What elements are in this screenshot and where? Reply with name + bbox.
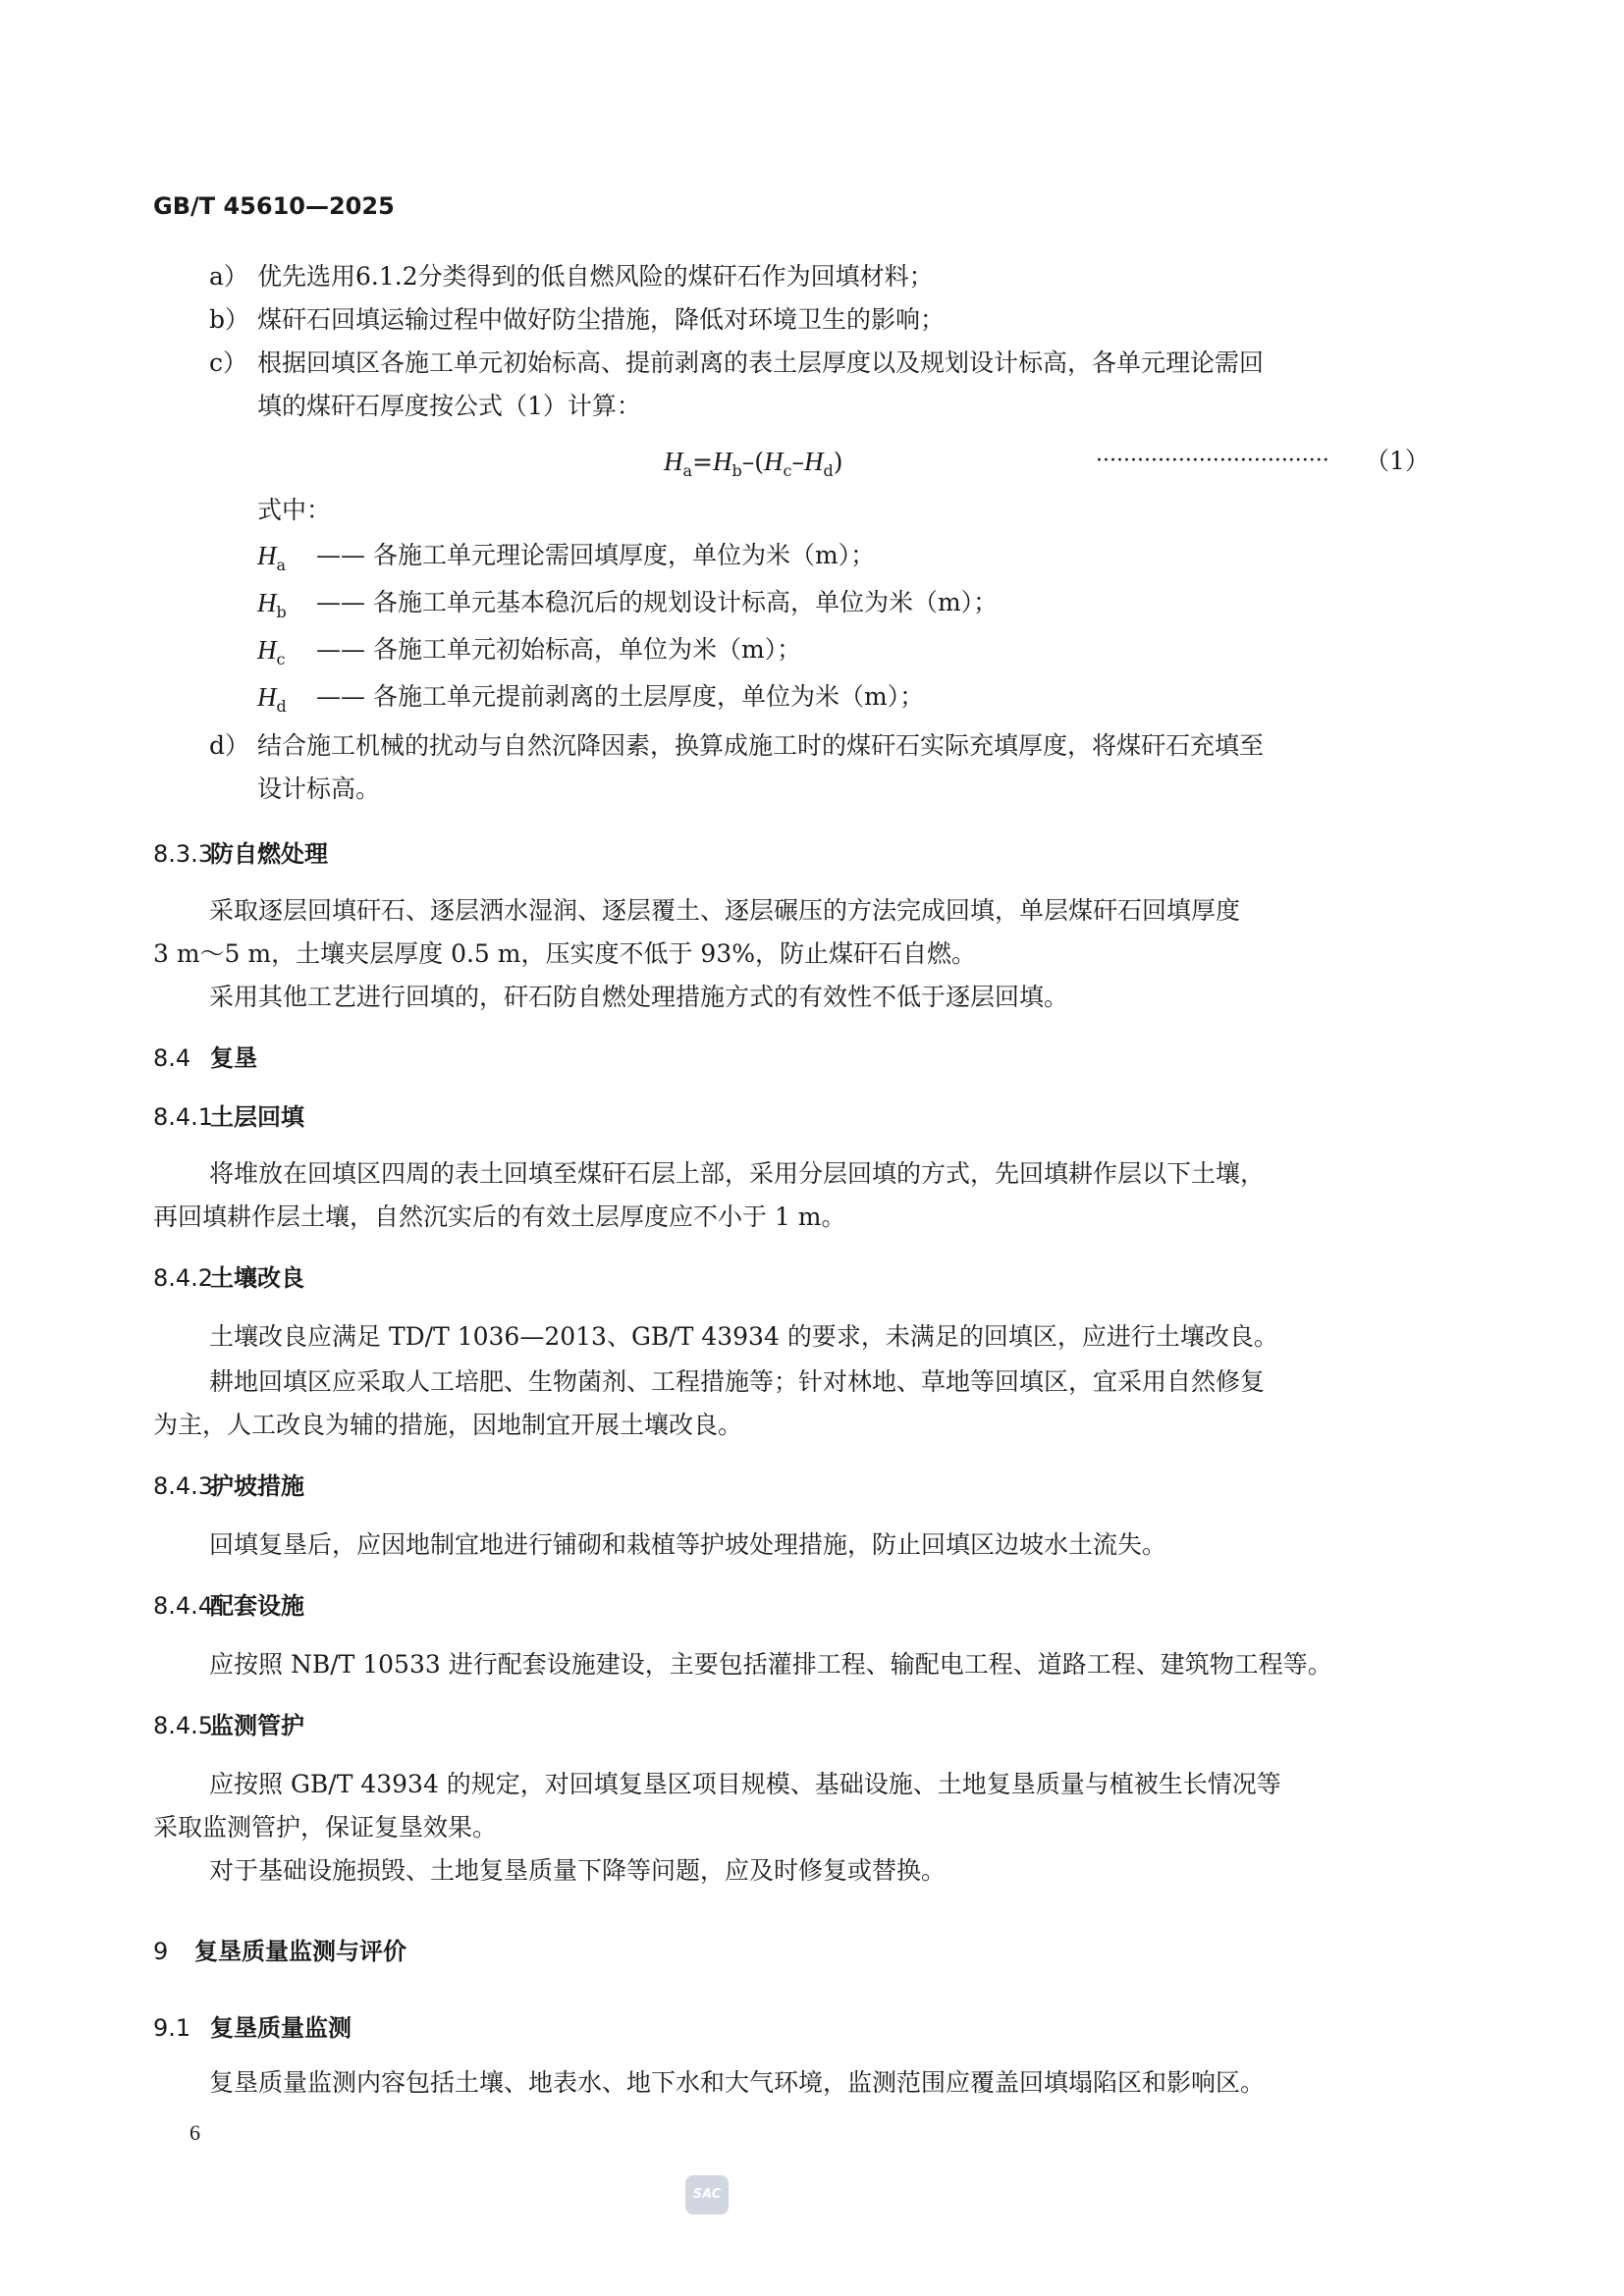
paragraph-line: 为主，人工改良为辅的措施，因地制宜开展土壤改良。 bbox=[153, 1411, 743, 1439]
section-heading-8-4-1 bbox=[153, 1097, 304, 1132]
formula-leader-dots: ·································· bbox=[1096, 449, 1329, 473]
paragraph-line: 采取逐层回填矸石、逐层洒水湿润、逐层覆土、逐层碾压的方法完成回填，单层煤矸石回填厚度 bbox=[209, 896, 1241, 925]
section-title: 复垦 bbox=[210, 1044, 257, 1072]
formula-minus: – bbox=[791, 448, 804, 476]
formula-equals: = bbox=[692, 448, 713, 476]
section-heading-8-3-3 bbox=[153, 834, 328, 869]
where-symbol: H bbox=[257, 635, 277, 665]
formula-sub-c: c bbox=[783, 461, 792, 480]
sac-logo-text: SAC bbox=[692, 2187, 722, 2202]
paragraph-line: 回填复垦后，应因地制宜地进行铺砌和栽植等护坡处理措施，防止回填区边坡水土流失。 bbox=[209, 1530, 1167, 1559]
paragraph-line: 采用其他工艺进行回填的，矸石防自燃处理措施方式的有效性不低于逐层回填。 bbox=[209, 983, 1069, 1011]
where-label: 式中： bbox=[257, 496, 332, 524]
paragraph-line: 应按照 NB/T 10533 进行配套设施建设，主要包括灌排工程、输配电工程、道路工程、建筑物工程等。 bbox=[209, 1650, 1332, 1679]
paragraph-line: 将堆放在回填区四周的表土回填至煤矸石层上部，采用分层回填的方式，先回填耕作层以下土壤， bbox=[209, 1159, 1266, 1188]
formula-sub-b: b bbox=[731, 461, 742, 480]
section-heading-9-1 bbox=[153, 2008, 352, 2043]
paragraph-line: 土壤改良应满足 TD/T 1036—2013、GB/T 43934 的要求，未满足的回填区，应进行土壤改良。 bbox=[209, 1322, 1278, 1351]
section-number: 8.4.2 bbox=[153, 1264, 214, 1292]
section-number: 8.4.4 bbox=[153, 1592, 214, 1620]
where-subscript: d bbox=[276, 697, 287, 716]
where-desc-ha: —— 各施工单元理论需回填厚度，单位为米（m）； bbox=[316, 541, 876, 569]
paragraph-line: 3 m～5 m，土壤夹层厚度 0.5 m，压实度不低于 93%，防止煤矸石自燃。 bbox=[153, 939, 976, 968]
paragraph-line: 再回填耕作层土壤，自然沉实后的有效土层厚度应不小于 1 m。 bbox=[153, 1202, 846, 1231]
section-heading-9 bbox=[153, 1932, 406, 1966]
where-item-hd bbox=[257, 679, 287, 719]
where-symbol: H bbox=[257, 682, 277, 712]
list-item-b: 煤矸石回填运输过程中做好防尘措施，降低对环境卫生的影响； bbox=[257, 305, 946, 334]
where-subscript: b bbox=[276, 603, 287, 621]
paragraph-line: 采取监测管护，保证复垦效果。 bbox=[153, 1813, 498, 1842]
formula-symbol-hd: H bbox=[803, 447, 824, 476]
paragraph-line: 对于基础设施损毁、土地复垦质量下降等问题，应及时修复或替换。 bbox=[209, 1856, 947, 1885]
formula-sub-a: a bbox=[682, 461, 693, 480]
where-item-hc bbox=[257, 632, 285, 671]
list-item-d-line2: 设计标高。 bbox=[257, 774, 381, 803]
section-number: 9 bbox=[153, 1938, 169, 1965]
document-code: GB/T 45610—2025 bbox=[153, 192, 395, 220]
section-title: 防自燃处理 bbox=[210, 840, 328, 868]
section-title: 土层回填 bbox=[210, 1103, 304, 1131]
list-marker-b: b） bbox=[209, 305, 250, 334]
formula-close: ) bbox=[833, 448, 843, 476]
section-title: 土壤改良 bbox=[210, 1264, 304, 1292]
list-marker-d: d） bbox=[209, 731, 250, 760]
page-number: 6 bbox=[189, 2120, 200, 2145]
where-desc-hb: —— 各施工单元基本稳沉后的规划设计标高，单位为米（m）； bbox=[316, 588, 999, 616]
section-number: 8.4.1 bbox=[153, 1103, 214, 1131]
where-item-ha bbox=[257, 538, 286, 577]
section-heading-8-4-5 bbox=[153, 1706, 304, 1740]
where-desc-hd: —— 各施工单元提前剥离的土层厚度，单位为米（m）； bbox=[316, 682, 925, 711]
list-marker-c: c） bbox=[209, 348, 248, 377]
where-symbol: H bbox=[257, 588, 277, 617]
list-item-d-line1: 结合施工机械的扰动与自然沉降因素，换算成施工时的煤矸石实际充填厚度，将煤矸石充填至 bbox=[257, 731, 1265, 760]
section-number: 8.4 bbox=[153, 1044, 191, 1072]
section-heading-8-4-3 bbox=[153, 1467, 304, 1501]
section-heading-8-4 bbox=[153, 1039, 257, 1073]
section-number: 8.3.3 bbox=[153, 840, 214, 868]
formula-symbol-ha: H bbox=[664, 447, 683, 476]
list-item-a: 优先选用6.1.2分类得到的低自燃风险的煤矸石作为回填材料； bbox=[257, 262, 934, 291]
paragraph-line: 复垦质量监测内容包括土壤、地表水、地下水和大气环境，监测范围应覆盖回填塌陷区和影响区。 bbox=[209, 2068, 1266, 2097]
paragraph-line: 耕地回填区应采取人工培肥、生物菌剂、工程措施等；针对林地、草地等回填区，宜采用自然修复 bbox=[209, 1367, 1266, 1396]
sac-logo bbox=[685, 2175, 729, 2215]
section-number: 8.4.5 bbox=[153, 1712, 214, 1739]
where-subscript: a bbox=[276, 556, 287, 574]
section-title: 监测管护 bbox=[210, 1712, 304, 1739]
section-title: 复垦质量监测与评价 bbox=[194, 1938, 406, 1965]
section-title: 复垦质量监测 bbox=[210, 2014, 352, 2042]
formula-minus-open: –( bbox=[741, 448, 765, 476]
where-item-hb bbox=[257, 585, 287, 624]
section-heading-8-4-2 bbox=[153, 1258, 304, 1293]
section-title: 护坡措施 bbox=[210, 1472, 304, 1500]
section-number: 8.4.3 bbox=[153, 1472, 214, 1500]
formula-1 bbox=[664, 444, 843, 483]
where-symbol: H bbox=[257, 541, 277, 570]
formula-number: （1） bbox=[1365, 447, 1430, 475]
list-item-c-line1: 根据回填区各施工单元初始标高、提前剥离的表土层厚度以及规划设计标高，各单元理论需回 bbox=[257, 348, 1265, 377]
where-subscript: c bbox=[276, 650, 286, 668]
formula-symbol-hb: H bbox=[713, 447, 732, 476]
paragraph-line: 应按照 GB/T 43934 的规定，对回填复垦区项目规模、基础设施、土地复垦质量与植被生长情况等 bbox=[209, 1770, 1281, 1798]
list-marker-a: a） bbox=[209, 262, 248, 291]
where-desc-hc: —— 各施工单元初始标高，单位为米（m）； bbox=[316, 635, 802, 664]
section-heading-8-4-4 bbox=[153, 1586, 304, 1621]
section-title: 配套设施 bbox=[210, 1592, 304, 1620]
section-number: 9.1 bbox=[153, 2014, 191, 2042]
formula-sub-d: d bbox=[823, 461, 834, 480]
formula-symbol-hc: H bbox=[764, 447, 784, 476]
list-item-c-line2: 填的煤矸石厚度按公式（1）计算： bbox=[257, 392, 641, 420]
